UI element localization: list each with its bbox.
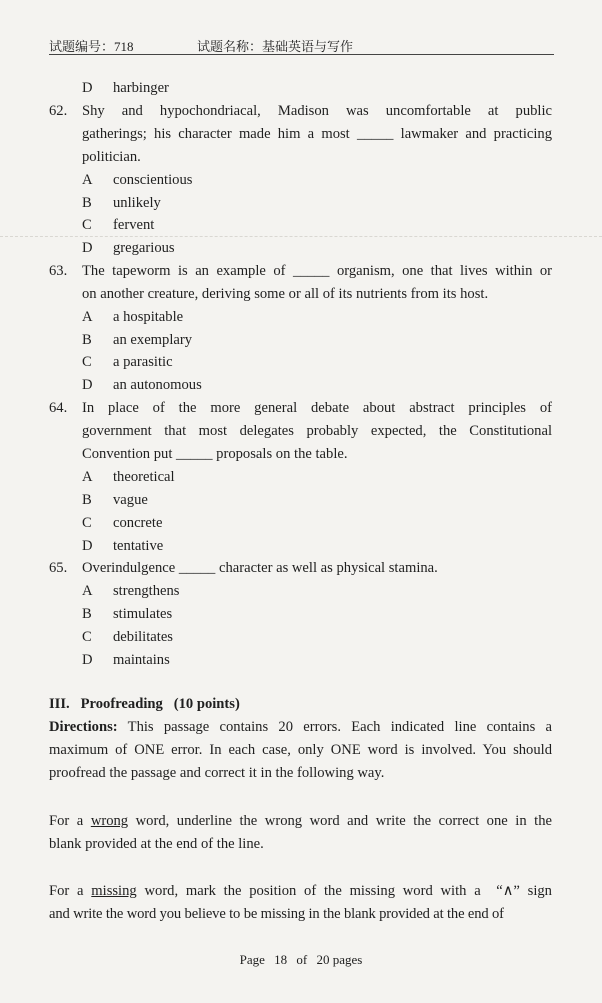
instruction-text: For a [49,883,92,899]
option-text: conscientious [113,172,193,188]
question-text-line: Convention put _____ proposals on the table. [82,446,348,462]
option-text: a hospitable [113,309,184,325]
question-text-line: government that most delegates probably expected, the Constitutional [82,423,552,439]
wrong-word-instruction [49,812,552,830]
option-text: a parasitic [113,354,173,370]
header-divider [49,54,554,55]
question-number: 65. [49,560,68,576]
option-letter: C [82,354,92,370]
footer-total-pages: 20 pages [316,952,363,967]
footer-page-word: Page [239,952,265,967]
instruction-text: word, mark the position of the missing word with a “∧” sign [136,883,552,899]
exam-code: 试题编号：718 [49,39,134,54]
option-letter: D [82,377,93,393]
question-text-line: In place of the more general debate about abstract principles of [82,400,552,416]
option-letter: B [82,195,92,211]
missing-keyword: missing [91,883,137,899]
option-letter: A [82,469,93,485]
missing-word-instruction [49,882,552,900]
option-text: vague [113,492,148,508]
question-number: 63. [49,263,68,279]
option-letter: C [82,629,92,645]
instruction-text: and write the word you believe to be missing in the blank provided at the end of [49,906,504,922]
question-text-line: Shy and hypochondriacal, Madison was uncomfortable at public [82,103,552,119]
option-text: debilitates [113,629,173,645]
option-letter: D [82,80,93,96]
footer-current-page: 18 [274,952,288,967]
option-letter: C [82,515,92,531]
page-footer [0,952,602,968]
option-text: an exemplary [113,332,193,348]
directions-line: proofread the passage and correct it in the following way. [49,765,385,781]
option-text: strengthens [113,583,180,599]
option-text: stimulates [113,606,173,622]
option-letter: D [82,538,93,554]
instruction-text: For a [49,813,91,829]
option-letter: B [82,606,92,622]
question-number: 64. [49,400,68,416]
question-number: 62. [49,103,68,119]
option-letter: B [82,332,92,348]
directions-text: This passage contains 20 errors. Each indicated line contains a [117,719,552,735]
option-text: fervent [113,217,155,233]
option-text: unlikely [113,195,161,211]
option-letter: C [82,217,92,233]
scan-artifact-line [0,236,602,237]
option-text: gregarious [113,240,175,256]
option-text: theoretical [113,469,175,485]
option-text: maintains [113,652,170,668]
option-text: an autonomous [113,377,202,393]
instruction-text: word, underline the wrong word and write the correct one in the [128,813,552,829]
question-text-line: politician. [82,149,141,165]
option-letter: D [82,652,93,668]
option-text: concrete [113,515,163,531]
question-text-line: gatherings; his character made him a most _____ lawmaker and practicing [82,126,552,142]
instruction-text: blank provided at the end of the line. [49,836,264,852]
option-text: tentative [113,538,164,554]
directions-line [49,718,552,736]
exam-title: 试题名称：基础英语与写作 [197,39,354,54]
directions-label: Directions: [49,719,118,735]
option-letter: A [82,583,93,599]
option-letter: A [82,172,93,188]
section-heading: III. Proofreading (10 points) [49,696,240,712]
question-text-line: on another creature, deriving some or all of its nutrients from its host. [82,286,489,302]
wrong-keyword: wrong [90,813,129,829]
question-text-line: The tapeworm is an example of _____ organism, one that lives within or [82,263,552,279]
question-text-line: Overindulgence _____ character as well as physical stamina. [82,560,438,576]
option-letter: A [82,309,93,325]
option-letter: B [82,492,92,508]
option-text: harbinger [113,80,169,96]
option-letter: D [82,240,93,256]
directions-line: maximum of ONE error. In each case, only ONE word is involved. You should [49,742,552,758]
footer-of-word: of [296,952,308,967]
